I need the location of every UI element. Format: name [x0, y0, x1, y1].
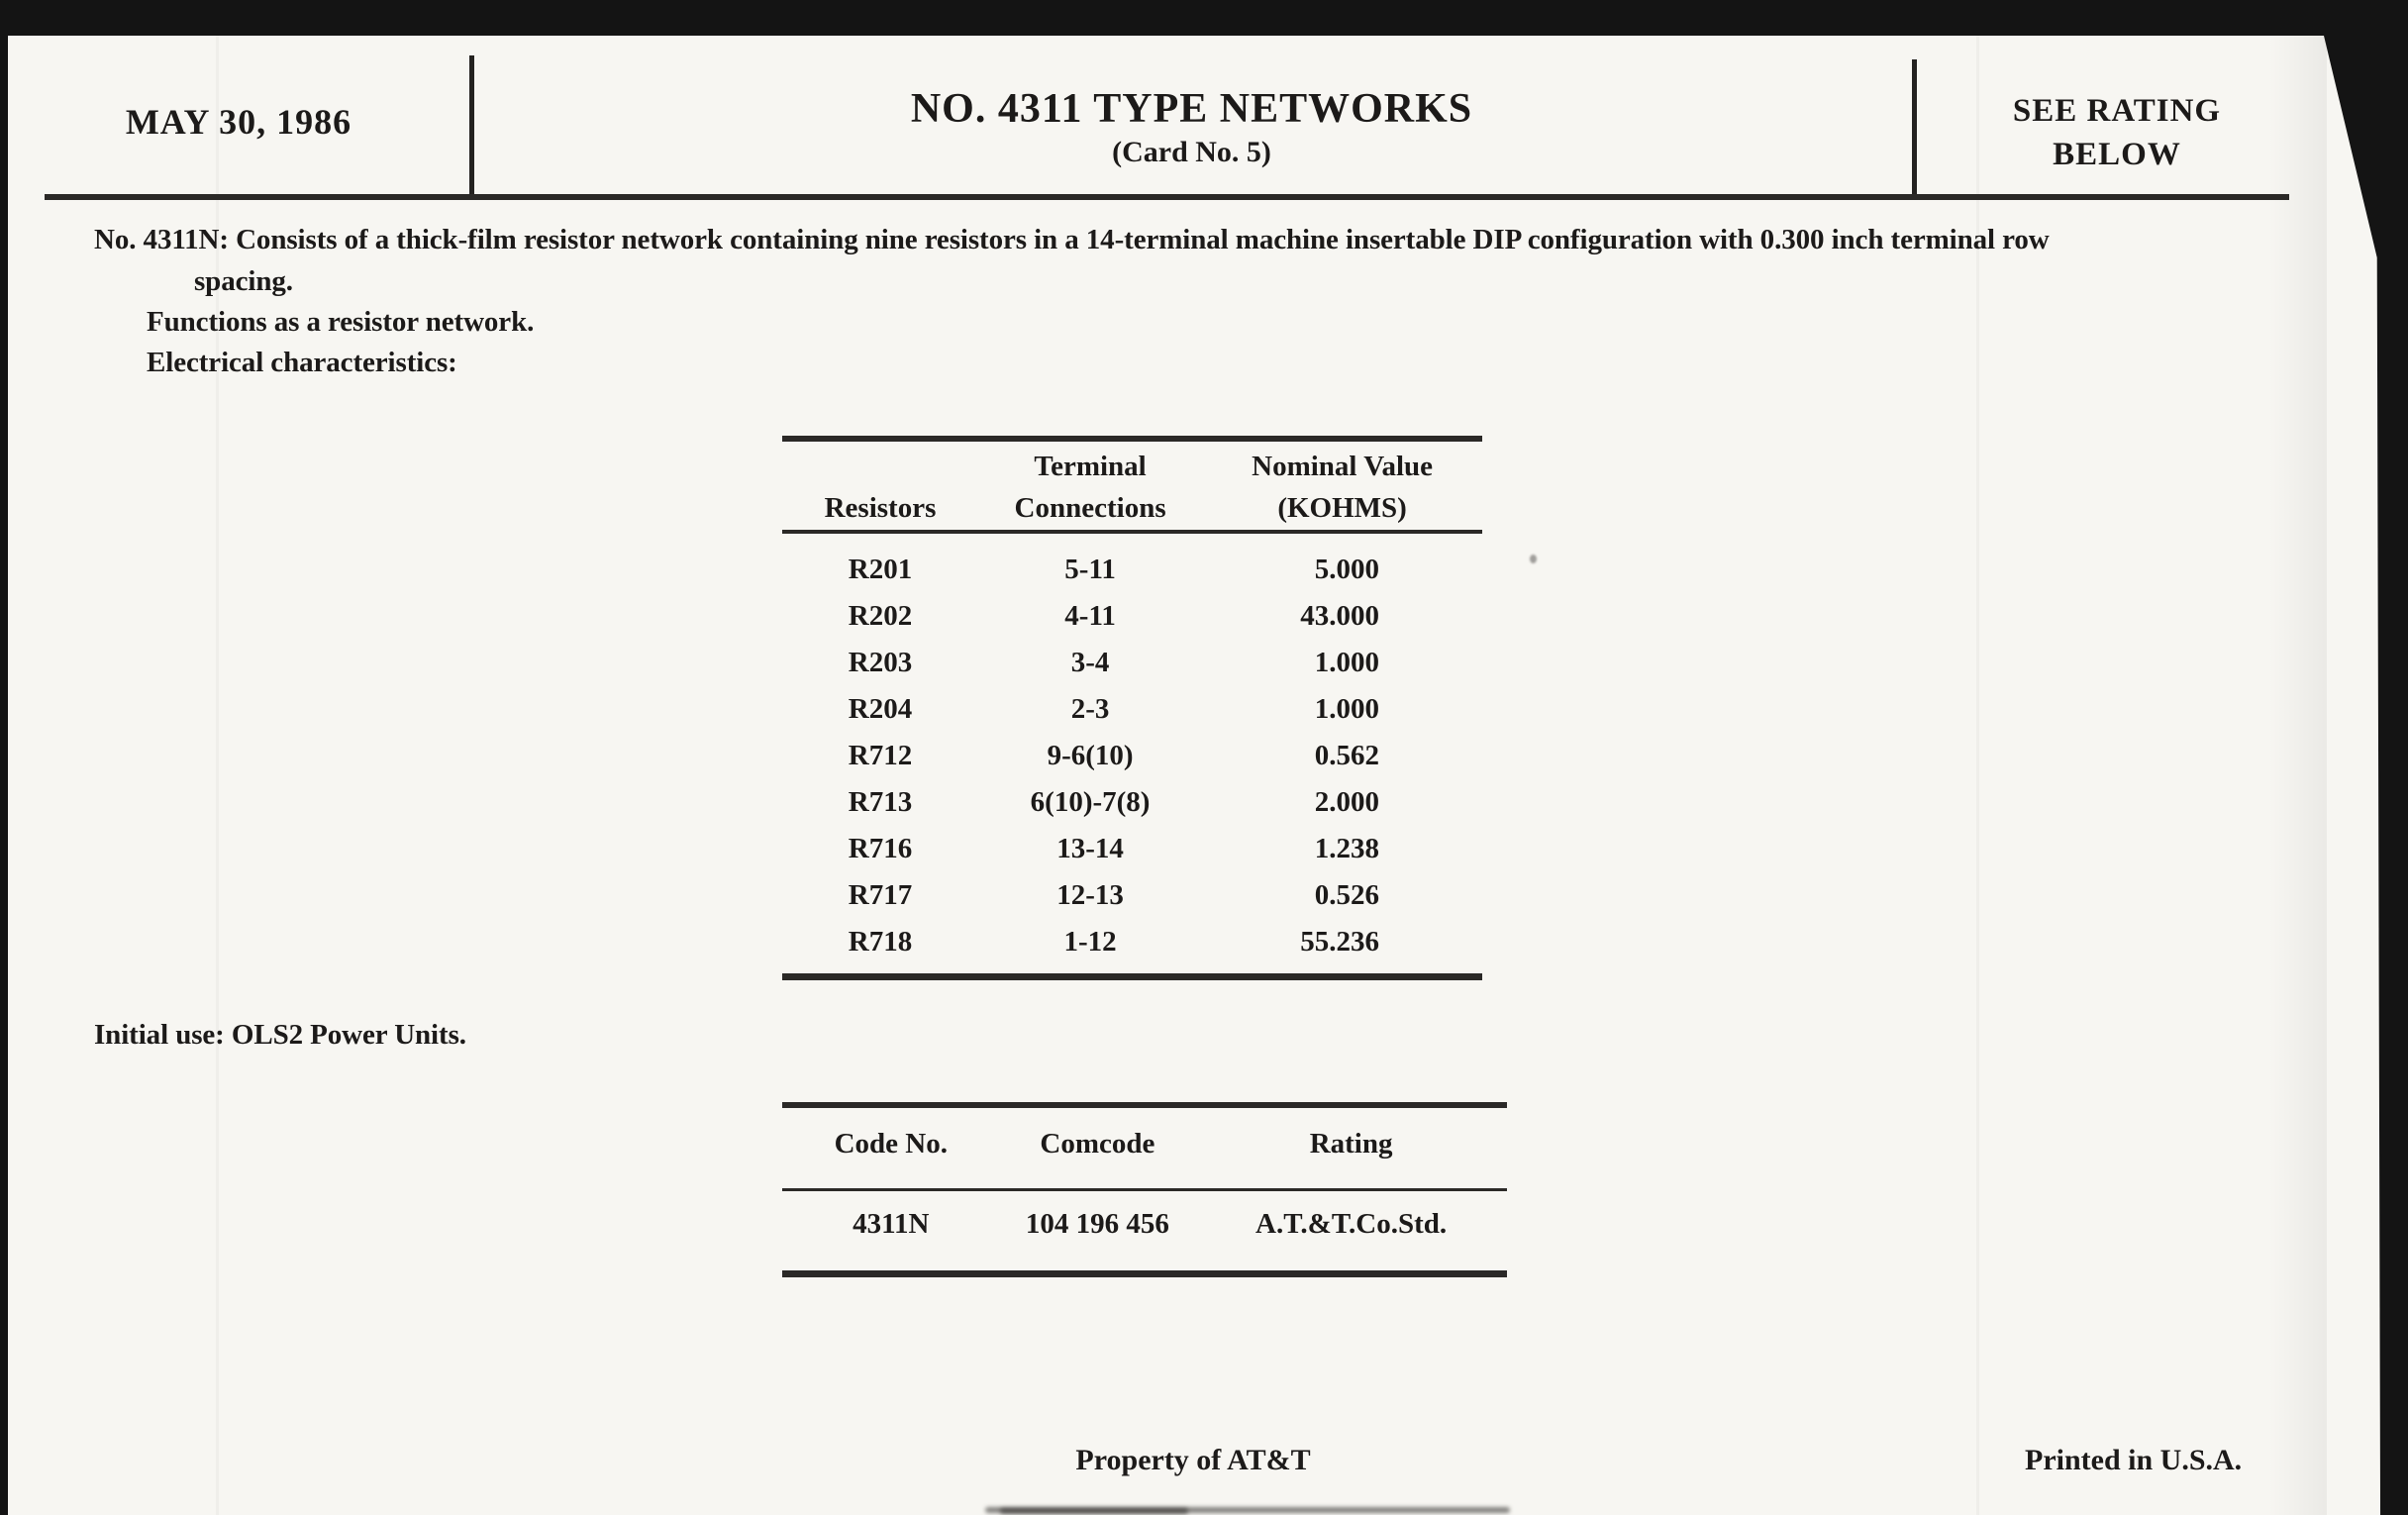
rating-note-line2: BELOW	[2053, 137, 2181, 172]
column-header: Code No.	[834, 1128, 948, 1160]
table-row: R712 9-6(10) 0.562	[848, 740, 1379, 771]
scan-edge-shading	[2267, 36, 2327, 1515]
table-row: R202 4-11 43.000	[848, 600, 1379, 632]
page-subtitle: (Card No. 5)	[1112, 136, 1271, 168]
description-line1: No. 4311N: Consists of a thick-film resistor network containing nine resistors in a 14-terminal machine insertable DIP configuration with 0.300 inch terminal row	[94, 224, 2050, 255]
issue-date: MAY 30, 1986	[125, 102, 352, 142]
column-header: Comcode	[1040, 1128, 1155, 1160]
table-row: R204 2-3 1.000	[848, 693, 1379, 725]
table-row: R201 5-11 5.000	[848, 554, 1379, 585]
rating-value: A.T.&T.Co.Std.	[1255, 1208, 1448, 1240]
scan-border-left	[0, 36, 8, 1515]
table-row: R203 3-4 1.000	[848, 647, 1379, 678]
column-header: Resistors	[824, 492, 937, 524]
table-row	[782, 1204, 1507, 1244]
property-notice: Property of AT&T	[1075, 1444, 1311, 1476]
table-rule	[782, 1188, 1507, 1191]
scan-border-top	[0, 0, 2408, 36]
initial-use-note: Initial use: OLS2 Power Units.	[94, 1019, 466, 1051]
table-row: R717 12-13 0.526	[848, 879, 1379, 911]
resistor-table-header	[782, 446, 1482, 529]
resistor-table-body	[782, 547, 1482, 965]
table-rule	[782, 1270, 1507, 1277]
functions-line: Functions as a resistor network.	[147, 306, 535, 338]
table-row: R718 1-12 55.236	[848, 926, 1379, 958]
rating-note	[1914, 89, 2320, 176]
page-title: NO. 4311 TYPE NETWORKS	[910, 86, 1473, 132]
comcode-value: 104 196 456	[1025, 1208, 1169, 1240]
printed-notice: Printed in U.S.A.	[2025, 1444, 2243, 1476]
header-rule	[45, 194, 2289, 200]
rating-table	[782, 1102, 1507, 1277]
table-row: R716 13-14 1.238	[848, 833, 1379, 864]
table-row: R713 6(10)-7(8) 2.000	[848, 786, 1379, 818]
table-rule	[782, 973, 1482, 980]
table-rule	[782, 530, 1482, 534]
resistor-table	[782, 436, 1482, 982]
column-header: Terminal Connections	[1014, 451, 1166, 524]
title-block	[471, 85, 1912, 172]
description-line2: spacing.	[194, 265, 293, 297]
scan-speck	[1530, 555, 1537, 563]
scan-smudge	[1000, 1508, 1188, 1514]
table-rule	[782, 436, 1482, 442]
table-rule	[782, 1102, 1507, 1108]
rating-table-header	[782, 1124, 1507, 1163]
electrical-line: Electrical characteristics:	[147, 347, 457, 378]
rating-note-line1: SEE RATING	[2012, 93, 2222, 129]
column-header: Rating	[1309, 1128, 1393, 1160]
column-header: Nominal Value (KOHMS)	[1252, 451, 1434, 524]
code-no-value: 4311N	[853, 1208, 930, 1240]
scan-border-right	[2317, 36, 2408, 1515]
